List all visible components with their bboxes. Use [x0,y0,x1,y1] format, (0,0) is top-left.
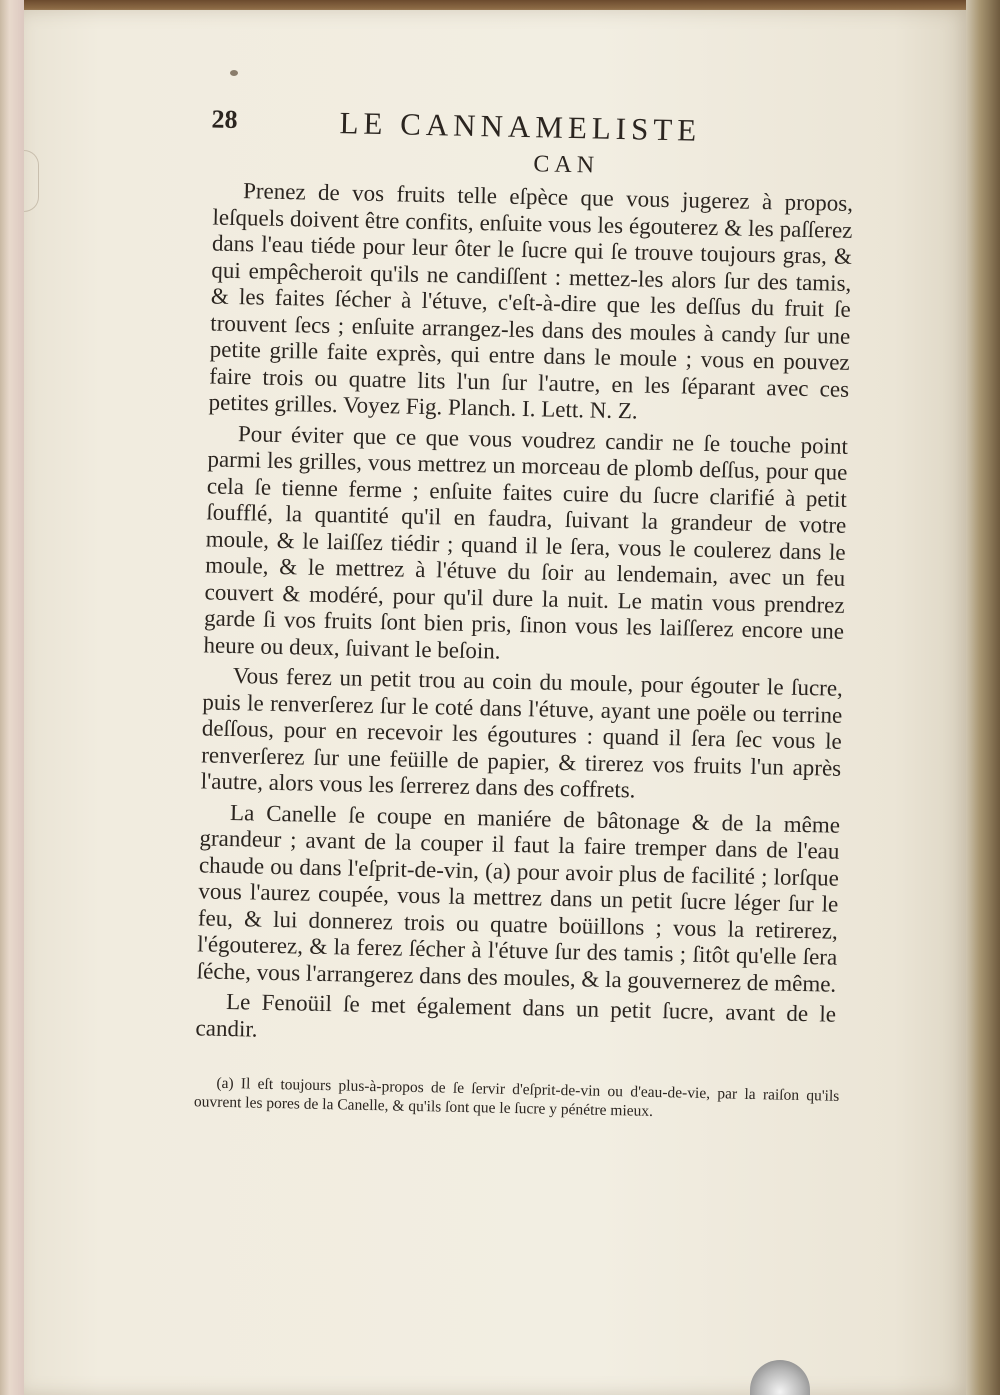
text-block [169,100,865,1125]
ink-mark [230,70,238,76]
running-title: LE CANNAMELISTE [339,105,702,148]
paragraph: La Canelle ſe coupe en maniére de bâtonage & de la même grandeur ; avant de la couper il faut la faire tremper dans de l'eau chaude ou dans l'eſprit-de-vin, (a) pour avoir plus de facilité ; lorſque vous l'aurez coupée, vous la mettrez dans un petit ſucre léger ſur le feu, & lui donnerez trois ou quatre boüillons ; vous la retirerez, l'égouterez, & la ferez ſécher à l'étuve ſur des tamis ; ſitôt qu'elle ſera ſéche, vous l'arrangerez dans des moules, & la gouvernerez de même. [196,799,841,997]
paragraph: Prenez de vos fruits telle eſpèce que vous jugerez à propos, leſquels doivent être confits, enſuite vous les égouterez & les paſſerez dans l'eau tiéde pour leur ôter le ſucre qui ſe trouve toujours gras, & qui empêcheroit qu'ils ne candiſſent : mettez-les alors ſur des tamis, & les faites ſécher à l'étuve, c'eſt-à-dire que les deſſus du fruit ſe trouvent ſecs ; enſuite arrangez-les dans des moules à candy ſur une petite grille faite exprès, qui entre dans le moule ; vous en pouvez faire trois ou quatre lits l'un ſur l'autre, en les ſéparant avec ces petites grilles. Voyez Fig. Planch. I. Lett. N. Z. [208,178,854,424]
page-number: 28 [211,104,238,134]
paragraph: Pour éviter que ce que vous voudrez candir ne ſe touche point parmi les grilles, vous mettrez un morceau de plomb deſſus, pour que cela ſe tienne ferme ; enſuite faites cuire du ſucre clarifié à petit ſoufflé, la quantité qu'il en faudra, ſuivant la grandeur de votre moule, & le laiſſez tiédir ; quand il le ſera, vous le coulerez dans le moule, & le mettrez à l'étuve du ſoir au lendemain, avec un feu couvert & modéré, pour qu'il dure la nuit. Le matin vous prendrez garde ſi vos fruits ſont bien pris, ſinon vous les laiſſerez encore une heure ou deux, ſuivant le beſoin. [203,420,849,664]
section-head: CAN [533,151,600,179]
footnote: (a) Il eſt toujours plus-à-propos de ſe ſervir d'eſprit-de-vin ou d'eau-de-vie, par la raiſon qu'ils ouvrent les pores de la Canelle, & qu'ils ſont que le ſucre y pénétre mieux. [193,1074,840,1120]
paragraph: Le Fenoüil ſe met également dans un petit ſucre, avant de le candir. [195,988,837,1042]
book-spine-shadow [966,0,1000,1395]
page-edge-curve [24,150,39,212]
paragraph: Vous ferez un petit trou au coin du moule, pour égouter le ſucre, puis le renverſerez ſur le coté dans l'étuve, ayant une poële ou terrine deſſous, pour en recevoir les égoutures : quand il ſera ſec vous le renverſerez ſur une feüille de papier, & tirerez vos fruits l'un après l'autre, alors vous les ſerrerez dans des coffrets. [200,663,844,803]
left-page-edges [0,0,24,1395]
